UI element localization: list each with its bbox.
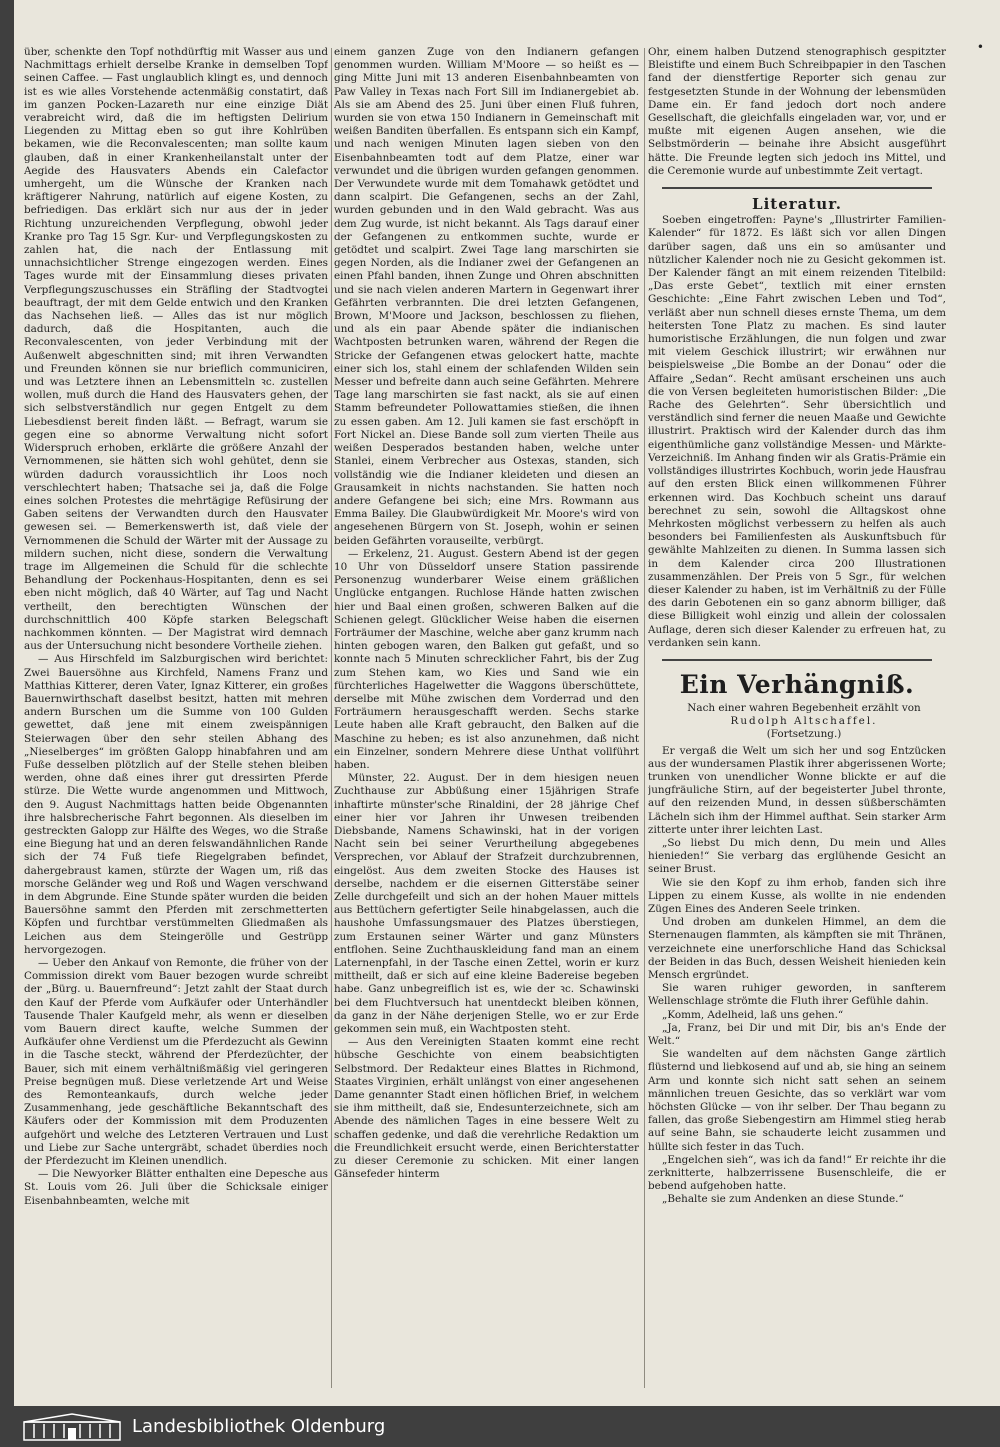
story-continued: (Fortsetzung.) bbox=[766, 728, 842, 741]
story-title: Ein Verhängniß. bbox=[679, 669, 915, 699]
story-paragraph: Wie sie den Kopf zu ihm erhob, fanden sich ihre Lippen zu einem Kusse, als wollte in nie endenden Zügen Eines des Anderen Seele trinken. bbox=[648, 876, 946, 915]
article-paragraph: Münster, 22. August. Der in dem hiesigen neuen Zuchthause zur Abbüßung einer 15jährigen Strafe inhaftirte münster'sche Rinaldini, der 28 jährige Chef einer hier vor Jahren ihr Unwesen treibenden Diebsbande, Namens Schawinski, hat in der vorigen Nacht sein bei seiner Verurtheilung abgegebenes Versprechen, vor Ablauf der Strafzeit durchzubrennen, eingelöst. Aus dem zweiten Stocke des Hauses ist derselbe, nachdem er die eisernen Gitterstäbe seiner Zelle durchgefeilt und sich an der hohen Mauer mittels aus Bettüchern gefertigter Seile hinabgelassen, auch die haushohe Umfassungsmauer des Platzes überstiegen, zum Erstaunen seiner Wärter und ganz Münsters entflohen. Seine Zuchthauskleidung fand man an einem Laternenpfahl, in der Tasche einen Zettel, worin er kurz mittheilt, daß er sich auf eine kleine Badereise begeben habe. Ganz unbegreiflich ist es, wie der ꝛc. Schawinski bei dem Fluchtversuch hat unentdeckt bleiben können, da ganz in der Nähe derjenigen Stelle, wo er zur Erde gekommen sein muß, ein Wachtposten steht. bbox=[334, 772, 639, 1036]
column-divider bbox=[644, 48, 645, 1388]
story-subtitle: Nach einer wahren Begebenheit erzählt von bbox=[687, 701, 921, 714]
story-paragraph: „Komm, Adelheid, laß uns gehen.“ bbox=[662, 1008, 844, 1021]
library-building-icon bbox=[22, 1412, 122, 1442]
story-paragraph: „Behalte sie zum Andenken an diese Stunde.“ bbox=[662, 1193, 904, 1206]
section-rule bbox=[662, 187, 932, 189]
story-paragraph: Und droben am dunkelen Himmel, an dem die Sternenaugen flammten, als kämpften sie mit Thränen, verzeichnete eine unerforschliche Hand das Schicksal der Beiden in das Buch, dessen Weisheit hienieden kein Mensch ergründet. bbox=[648, 916, 946, 981]
footer-bar bbox=[0, 1406, 1000, 1447]
article-paragraph: einem ganzen Zuge von den Indianern gefangen genommen wurden. William M'Moore — so heißt es — ging Mitte Juni mit 13 anderen Eisenbahnbeamten von Paw Valley in Texas nach Fort Sill im Indianergebiet ab. Als sie am Abend des 25. Juni über einen Fluß fuhren, wurden sie von etwa 150 Indianern in Gemeinschaft mit weißen Banditen überfallen. Es entspann sich ein Kampf, und nach wenigen Minuten lagen sieben von den Eisenbahnbeamten todt auf dem Platze, einer war verwundet und die übrigen wurden gefangen genommen. Der Verwundete wurde mit dem Tomahawk getödtet und dann scalpirt. Die Gefangenen, sechs an der Zahl, wurden gebunden und in den Wald gebracht. Was aus dem Zug wurde, ist nicht bekannt. Als Tags darauf einer der Gefangenen zu entkommen suchte, wurde er getödtet und scalpirt. Zwei Tage lang marschirten sie gegen Norden, als die Indianer zwei der Gefangenen an einen Pfahl banden, ihnen Zunge und Ohren abschnitten und sie nach vielen anderen Martern in Gegenwart ihrer Gefährten verbrannten. Die drei letzten Gefangenen, Brown, M'Moore und Jackson, beschlossen zu fliehen, und als ein paar Abende später die indianischen Wachtposten betrunken waren, während der Regen die Stricke der Gefangenen etwas gelockert hatte, machte einer sich los, stahl einem der schlafenden Wilden sein Messer und befreite dann auch seine Gefährten. Mehrere Tage lang marschirten sie fast nackt, als sie auf einen Stamm befreundeter Pollowattamies stießen, die ihnen zu essen gaben. Am 12. Juli kamen sie fast erschöpft in Fort Nickel an. Diese Bande soll zum vierten Theile aus weißen Desperados bestanden haben, welche unter Stanlei, einem Verbrecher aus Ostexas, standen, sich vollständig wie die Indianer kleideten und diesen an Grausamkeit in nichts nachstanden. Sie hatten noch andere Gefangene bei sich; eine Mrs. Rowmann aus Emma Bailey. Die Glaubwürdigkeit Mr. Moore's wird von angesehenen Bürgern von St. Joseph, wohin er seinen beiden Gefährten vorauseilte, verbürgt. bbox=[334, 46, 639, 547]
page-mark: • bbox=[976, 40, 984, 54]
article-paragraph: — Aus den Vereinigten Staaten kommt eine recht hübsche Geschichte von einem beabsichtigten Selbstmord. Der Redakteur eines Blattes in Richmond, Staates Virginien, erhält unlängst von einer angesehenen Dame genannter Stadt einen höflichen Brief, in welchem sie ihm mittheilt, daß sie, Endesunterzeichnete, sich am Abende des nämlichen Tages in eine bessere Welt zu schaffen gedenke, und daß die verehrliche Redaktion um die Freundlichkeit ersucht werde, einen Berichterstatter zu dieser Ceremonie zu schicken. Mit einer langen Gänsefeder hinterm bbox=[334, 1036, 639, 1181]
story-paragraph: „So liebst Du mich denn, Du mein und Alles hienieden!“ Sie verbarg das erglühende Gesicht an seiner Brust. bbox=[648, 836, 946, 876]
article-paragraph: Ohr, einem halben Dutzend stenographisch gespitzter Bleistifte und einem Buch Schreibpapier in den Taschen fand der dienstfertige Reporter sich genau zur festgesetzten Stunde in der Wohnung der lebensmüden Dame ein. Er fand jedoch dort noch andere Gesellschaft, die gleichfalls eingeladen war, vor, und er mußte mit eigenen Augen ansehen, wie die Selbstmörderin — beinahe ihre Absicht ausgeführt hätte. Die Freunde legten sich jedoch ins Mittel, und die Ceremonie wurde auf unbestimmte Zeit vertagt. bbox=[648, 46, 946, 177]
article-paragraph: über, schenkte den Topf nothdürftig mit Wasser aus und Nachmittags erhielt derselbe Kranke in demselben Topf seinen Caffee. — Fast unglaublich klingt es, und dennoch ist es wie alles Vorstehende actenmäßig constatirt, daß im ganzen Pocken-Lazareth nur eine einzige Diät verabreicht wird, daß die im heftigsten Delirium Liegenden zu Mittag eben so gut ihre Kohlrüben bekamen, wie die Reconvalescenten; man sollte kaum glauben, daß in einer Krankenheilanstalt unter der Aegide des Hausvaters Abends ein Calefactor umhergeht, um die Wünsche der Kranken nach kräftigerer Nahrung, natürlich auf eigene Kosten, zu befriedigen. Das erklärt sich nur aus der in jeder Richtung unzureichenden Verpflegung, obwohl jeder Kranke pro Tag 15 Sgr. Kur- und Verpflegungskosten zu zahlen hat, die nach der Entlassung mit unnachsichtlicher Strenge eingezogen werden. Eines Tages wurde mit der Einsammlung dieses privaten Verpflegungszuschusses ein Sträfling der Stadtvogtei beauftragt, der mit dem Gelde entwich und den Kranken das Nachsehen ließ. — Alles das ist nur möglich dadurch, daß die Hospitanten, auch die Reconvalescenten, von jeder Verbindung mit der Außenwelt abgeschnitten sind; mit ihren Verwandten und Freunden können sie nur brieflich communiciren, und was Letztere ihnen an Lebensmitteln ꝛc. zustellen wollen, muß durch die Hand des Hausvaters gehen, der sich selbstverständlich nur gegen Entgelt zu dem Liebesdienst bereit finden läßt. — Befragt, warum sie gegen eine so abnorme Verwaltung nicht sofort Widerspruch erhoben, erklärte die größere Anzahl der Vernommenen, sie hätten sich wohl gehütet, denn sie würden dadurch voraussichtlich ihr Loos noch verschlechtert haben; Thatsache sei ja, daß die Folge eines solchen Protestes die mehrtägige Refüsirung der Gaben seitens der Verwandten durch den Hausvater gewesen sei. — Bemerkenswerth ist, daß viele der Vernommenen die Schuld der Wärter mit der Aussage zu mildern suchen, nicht diese, sondern die Verwaltung trage im Allgemeinen die Schuld für die schlechte Behandlung der Pockenhaus-Hospitanten, denn es sei eben nicht möglich, daß 40 Wärter, auf Tag und Nacht vertheilt, den berechtigten Wünschen der durchschnittlich 400 Köpfe starken Belegschaft nachkommen könnten. — Der Magistrat wird demnach aus der Untersuchung nicht besondere Vortheile ziehen. bbox=[24, 46, 328, 653]
library-brand: Landesbibliothek Oldenburg bbox=[132, 1416, 386, 1437]
column-2 bbox=[334, 46, 639, 1398]
article-paragraph: — Ueber den Ankauf von Remonte, die früher von der Commission direkt vom Bauer bezogen wurde schreibt der „Bürg. u. Bauernfreund“: Jetzt zahlt der Staat durch den Kauf der Pferde vom Aufkäufer oder Unterhändler Tausende Thaler Kaufgeld mehr, als wenn er dieselben vom Bauern direct kaufte, welche Summen der Aufkäufer ohne Verdienst um die Pferdezucht als Gewinn in die Tasche steckt, während der Pferdezüchter, der Bauer, sich mit einem verhältnißmäßig viel geringeren Preise begnügen muß. Diese verletzende Art und Weise des Remonteankaufs, durch welche jeder Zusammenhang, jede geschäftliche Bekanntschaft des Käufers oder der Kommission mit dem Produzenten aufgehört und welche des Letzteren Vertrauen und Lust und Liebe zur Sache untergräbt, schadet überdies noch der Pferdezucht im Kleinen unendlich. bbox=[24, 957, 328, 1168]
article-paragraph: Soeben eingetroffen: Payne's „Illustrirter Familien-Kalender“ für 1872. Es läßt sich vor allen Dingen darüber sagen, daß uns ein so amüsanter und nützlicher Kalender noch nie zu Gesicht gekommen ist. Der Kalender fängt an mit einem reizenden Titelbild: „Das erste Gebet“, textlich mit einer ernsten Geschichte: „Eine Fahrt zwischen Leben und Tod“, verläßt aber nun schnell dieses ernste Thema, um dem heitersten Tone Platz zu machen. Es sind lauter humoristische Erzählungen, die nun folgen und zwar mit vielem Geschick illustrirt; wir erwähnen nur beispielsweise „Die Bombe an der Donau“ oder die Affaire „Sedan“. Recht amüsant erscheinen uns auch die von Versen begleiteten humoristischen Bilder: „Die Rache des Gelehrten“. Sehr übersichtlich und verständlich sind ferner die neuen Maaße und Gewichte illustrirt. Praktisch wird der Kalender durch das ihm eigenthümliche ganz vollständige Messen- und Märkte-Verzeichniß. Im Anhang finden wir als Gratis-Prämie ein vollständiges illustrirtes Kochbuch, worin jede Hausfrau auf den ersten Blick einen willkommenen Führer erkennen wird. Das Kochbuch scheint uns darauf berechnet zu sein, sowohl die Alltagskost ohne Mehrkosten möglichst verbessern zu helfen als auch besonders bei Familienfesten als Auskunftsbuch für gewählte Mahlzeiten zu dienen. In Summa lassen sich in dem Kalender circa 200 Illustrationen zusammenzählen. Der Preis von 5 Sgr., für welchen dieser Kalender zu haben, ist im Verhältniß zu der Fülle des darin Gebotenen ein so ganz abnorm billiger, daß diese Billigkeit wohl einzig und allein der colossalen Auflage, deren sich dieser Kalender zu erfreuen hat, zu verdanken sein kann. bbox=[648, 214, 946, 649]
column-1 bbox=[24, 46, 328, 1398]
story-paragraph: Sie wandelten auf dem nächsten Gange zärtlich flüsternd und liebkosend auf und ab, sie hing an seinem Arm und konnte sich nicht satt sehen an seinem männlichen treuen Gesichte, das so verklärt war vom höchsten Glücke — von ihr selber. Der Thau begann zu fallen, das große Siebengestirn am Himmel stieg herab auf seine Bahn, sie schauderte leicht zusammen und hüllte sich fester in das Tuch. bbox=[648, 1048, 946, 1153]
story-paragraph: Er vergaß die Welt um sich her und sog Entzücken aus der wundersamen Plastik ihrer abgerissenen Worte; trunken von unendlicher Wonne blickte er auf die jungfräuliche Stirn, auf der begeisterter Jubel thronte, auf den reizenden Mund, in dessen süßberschämten Lächeln sich ihm der Himmel aufthat. Sein starker Arm zitterte unter ihrer leichten Last. bbox=[648, 744, 946, 836]
story-author: Rudolph Altschaffel. bbox=[730, 715, 878, 728]
newspaper-page bbox=[14, 0, 1000, 1406]
story-paragraph: Sie waren ruhiger geworden, in sanfterem Wellenschlage strömte die Fluth ihrer Gefühle dahin. bbox=[648, 982, 946, 1008]
story-paragraph: „Engelchen sieh“, was ich da fand!“ Er reichte ihr die zerknitterte, halbzerrissene Busenschleife, die er bebend aufgehoben hatte. bbox=[648, 1153, 946, 1193]
column-divider bbox=[331, 48, 332, 1388]
section-heading-literatur: Literatur. bbox=[752, 195, 842, 214]
article-paragraph: — Die Newyorker Blätter enthalten eine Depesche aus St. Louis vom 26. Juli über die Schicksale einiger Eisenbahnbeamten, welche mit bbox=[24, 1168, 328, 1207]
section-rule bbox=[662, 659, 932, 661]
article-paragraph: — Aus Hirschfeld im Salzburgischen wird berichtet: Zwei Bauersöhne aus Kirchfeld, Namens Franz und Matthias Kitterer, deren Vater, Ignaz Kitterer, ein großes Bauernwirthschaft daselbst besitzt, hatten mit mehren andern Burschen um die Summe von 100 Gulden gewettet, daß jene mit einem zweispännigen Steierwagen über den sehr steilen Abhang des „Nieselberges“ im größten Galopp hinabfahren und am Fuße desselben plötzlich auf der Stelle stehen bleiben werden, ohne daß eines ihrer gut dressirten Pferde stürze. Die Wette wurde angenommen und Mittwoch, den 9. August Nachmittags hatten beide Obgenannten ihre halsbrecherische Fahrt begonnen. Als dieselben im gestreckten Galopp zur Hälfte des Weges, wo die Straße eine Biegung hat und an deren felswandähnlichen Rande sich der 74 Fuß tiefe Riegelgraben befindet, dahergebraust kamen, stürzte der Wagen um, riß das morsche Geländer weg und Roß und Wagen verschwand in dem Abgrunde. Eine Stunde später wurden die beiden Bauersöhne sammt den Pferden mit zerschmetterten Köpfen und furchtbar verstümmelten Gliedmaßen als Leichen aus dem Steingerölle und Gestrüpp hervorgezogen. bbox=[24, 653, 328, 956]
article-paragraph: — Erkelenz, 21. August. Gestern Abend ist der gegen 10 Uhr von Düsseldorf unsere Station passirende Personenzug wunderbarer Weise einem gräßlichen Unglücke entgangen. Ruchlose Hände hatten zwischen hier und Baal einen großen, schweren Balken auf die Schienen gelegt. Glücklicher Weise haben die eisernen Forträumer der Maschine, welche aber ganz krumm nach hinten gebogen waren, den Balken gut gefaßt, und so konnte nach 5 Minuten schrecklicher Fahrt, bis der Zug zum Stehen kam, wo Kies und Sand wie ein fürchterliches Hagelwetter die Waggons überschüttete, derselbe mit Mühe zwischen dem Vorderrad und den Forträumern herausgeschafft werden. Sechs starke Leute haben alle Kraft gebraucht, den Balken auf die Maschine zu heben; es ist also anzunehmen, daß nicht ein Einzelner, sondern Mehrere diese Unthat vollführt haben. bbox=[334, 547, 639, 771]
column-3 bbox=[648, 46, 946, 1398]
story-paragraph: „Ja, Franz, bei Dir und mit Dir, bis an's Ende der Welt.“ bbox=[648, 1021, 946, 1048]
